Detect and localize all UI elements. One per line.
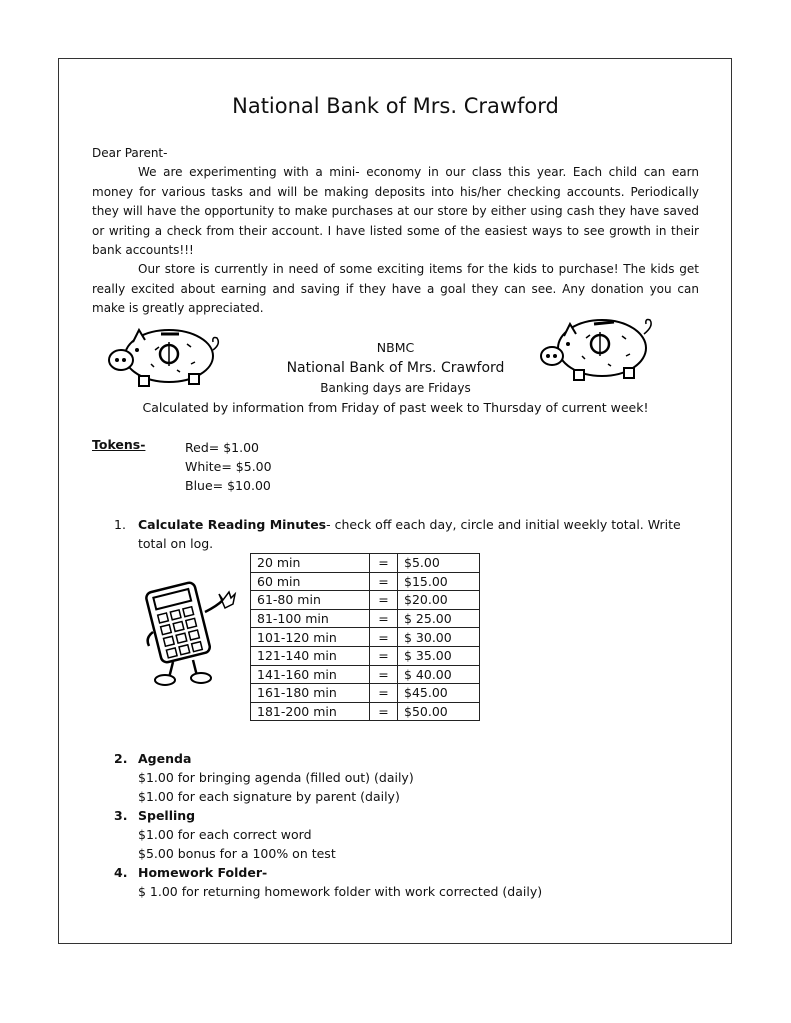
item-1-number: 1. (114, 517, 126, 532)
equals-cell: = (370, 554, 398, 573)
page-title: National Bank of Mrs. Crawford (232, 94, 559, 118)
calculation-note: Calculated by information from Friday of past week to Thursday of current week! (142, 400, 649, 415)
amount-cell: $ 25.00 (398, 609, 480, 628)
item-1-description: - check off each day, circle and initial weekly total. Write (326, 517, 681, 532)
minutes-cell: 121-140 min (251, 646, 370, 665)
item-3-line-2: $5.00 bonus for a 100% on test (138, 846, 336, 861)
amount-cell: $45.00 (398, 684, 480, 703)
equals-cell: = (370, 702, 398, 721)
item-1-heading: Calculate Reading Minutes (138, 517, 327, 532)
equals-cell: = (370, 665, 398, 684)
table-row (251, 665, 480, 684)
equals-cell: = (370, 609, 398, 628)
minutes-cell: 20 min (251, 554, 370, 573)
table-row (251, 702, 480, 721)
minutes-cell: 61-80 min (251, 591, 370, 610)
minutes-cell: 161-180 min (251, 684, 370, 703)
table-row (251, 628, 480, 647)
equals-cell: = (370, 646, 398, 665)
letter-paragraph-2: Our store is currently in need of some exciting items for the kids to purchase! The kids get really excited about earning and saving if they have a goal they can see. Any donation you can make is greatly appreciated. (92, 262, 699, 316)
amount-cell: $20.00 (398, 591, 480, 610)
item-3-line-1: $1.00 for each correct word (138, 827, 312, 842)
amount-cell: $15.00 (398, 572, 480, 591)
amount-cell: $50.00 (398, 702, 480, 721)
item-2-heading: Agenda (138, 751, 192, 766)
token-white: White= $5.00 (185, 459, 272, 474)
bank-name: National Bank of Mrs. Crawford (286, 360, 505, 376)
tokens-label: Tokens- (92, 437, 146, 452)
item-1-line-1 (138, 517, 681, 532)
amount-cell: $5.00 (398, 554, 480, 573)
table-row (251, 554, 480, 573)
calculator-character-icon (135, 572, 240, 692)
bank-abbreviation: NBMC (376, 340, 415, 355)
minutes-cell: 81-100 min (251, 609, 370, 628)
reading-minutes-table (250, 553, 480, 721)
item-2-line-1: $1.00 for bringing agenda (filled out) (daily) (138, 770, 414, 785)
table-row (251, 646, 480, 665)
letter-body (92, 144, 699, 319)
item-4-number: 4. (114, 865, 128, 880)
equals-cell: = (370, 684, 398, 703)
item-2-number: 2. (114, 751, 128, 766)
table-row (251, 684, 480, 703)
table-row (251, 591, 480, 610)
item-4-heading: Homework Folder- (138, 865, 268, 880)
equals-cell: = (370, 591, 398, 610)
minutes-cell: 181-200 min (251, 702, 370, 721)
amount-cell: $ 40.00 (398, 665, 480, 684)
amount-cell: $ 30.00 (398, 628, 480, 647)
letter-greeting: Dear Parent- (92, 146, 168, 160)
piggy-bank-left-icon (103, 320, 223, 390)
letter-paragraph-1: We are experimenting with a mini- economy in our class this year. Each child can earn money for various tasks and will be making deposits into his/her checking accounts. Periodically they will have the opportunity to make purchases at our store by either using cash they have saved or writing a check from their account. I have listed some of the easiest ways to see growth in their bank accounts!!! (92, 165, 699, 258)
table-row (251, 572, 480, 591)
item-1-line-2: total on log. (138, 536, 214, 551)
item-4-line-1: $ 1.00 for returning homework folder with work corrected (daily) (138, 884, 543, 899)
minutes-cell: 60 min (251, 572, 370, 591)
minutes-cell: 141-160 min (251, 665, 370, 684)
table-row (251, 609, 480, 628)
amount-cell: $ 35.00 (398, 646, 480, 665)
equals-cell: = (370, 572, 398, 591)
item-3-heading: Spelling (138, 808, 196, 823)
minutes-cell: 101-120 min (251, 628, 370, 647)
token-blue: Blue= $10.00 (185, 478, 271, 493)
equals-cell: = (370, 628, 398, 647)
token-red: Red= $1.00 (185, 440, 259, 455)
item-3-number: 3. (114, 808, 128, 823)
item-2-line-2: $1.00 for each signature by parent (daily) (138, 789, 400, 804)
banking-days: Banking days are Fridays (320, 381, 471, 395)
